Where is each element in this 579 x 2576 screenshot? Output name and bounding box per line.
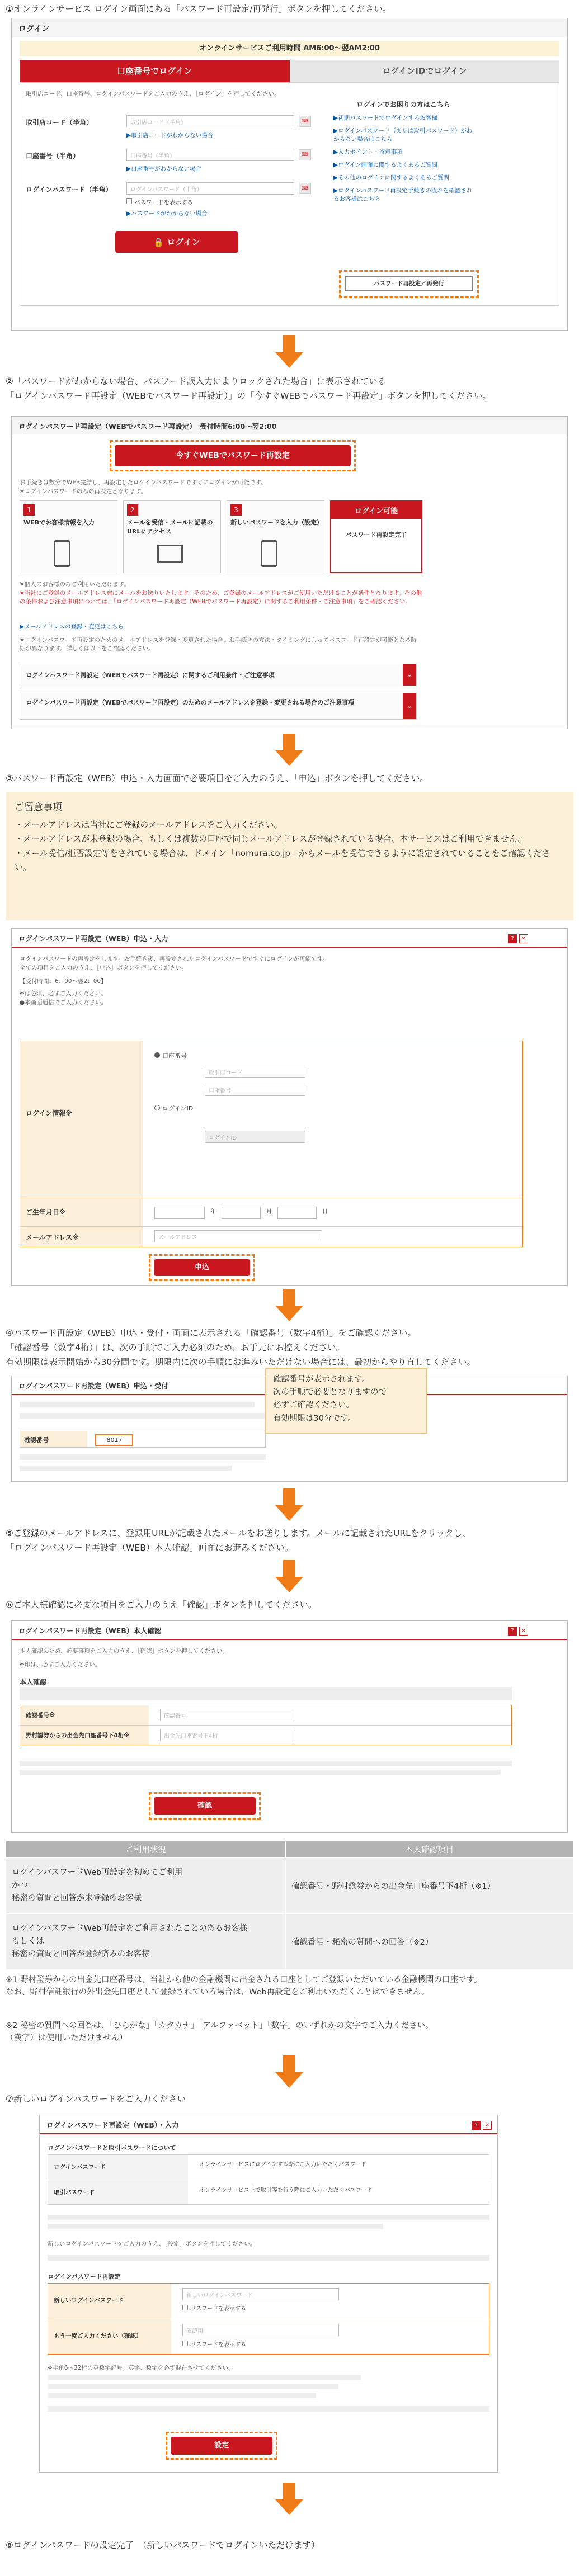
again-pw-label: もう一度ご入力ください（確認） <box>48 2319 171 2354</box>
close-icon[interactable]: × <box>483 2121 492 2130</box>
keyboard-icon[interactable]: ⌨ <box>299 116 311 127</box>
show-password-checkbox[interactable]: パスワードを表示する <box>182 2304 246 2312</box>
down-arrow-icon <box>275 1560 303 1594</box>
step2-line1: ②「パスワードがわからない場合、パスワード誤入力によりロックされた場合」に表示されている <box>6 376 387 386</box>
password-reset-button[interactable]: パスワード再設定／再発行 <box>345 276 473 291</box>
step6-title: ⑥ご本人様確認に必要な項目をご入力のうえ「確認」ボタンを押してください。 <box>6 1600 317 1610</box>
identity-code-input[interactable]: 確認番号 <box>160 1709 294 1721</box>
apply-header <box>12 929 567 948</box>
code-label: 確認番号 <box>20 1431 87 1447</box>
accept-window-title: ログインパスワード再設定（WEB）申込・受付 <box>12 1376 567 1395</box>
apply-branch-input[interactable]: 取引店コード <box>205 1066 305 1078</box>
login-button[interactable]: 🔒 ログイン <box>115 231 238 253</box>
step3-title: ③パスワード再設定（WEB）申込・入力画面で必要項目をご入力のうえ、「申込」ボタンを押してください。 <box>6 773 429 783</box>
lock-icon: 🔒 <box>153 237 167 247</box>
pw-about-key-2: 取引パスワード <box>48 2180 188 2204</box>
tab-account-login[interactable]: 口座番号でログイン <box>20 60 290 82</box>
reset-guide-title: ログインパスワード再設定（WEBでパスワード再設定） 受付時間6:00～翌2:00 <box>12 417 567 434</box>
branch-code-label: 取引店コード（半角） <box>26 119 93 126</box>
identity-table-header-items: 本人確認項目 <box>286 1841 573 1858</box>
password-label: ログインパスワード（半角） <box>26 186 112 193</box>
apply-req-1: ※は必須、必ずご入力ください。 <box>20 990 107 997</box>
service-hours-banner: オンラインサービスご利用時間 AM6:00～翌AM2:00 <box>20 41 559 56</box>
birth-month-input[interactable] <box>222 1207 261 1219</box>
apply-window <box>11 928 568 1286</box>
password-input[interactable]: ログインパスワード（半角） <box>126 182 294 195</box>
login-intro: 取引店コード、口座番号、ログインパスワードをご入力のうえ、［ログイン］を押してください。 <box>26 91 280 97</box>
pw-rule: ※半角6～32桁の英数字記号。英字、数字を必ず混在させてください。 <box>48 2365 234 2371</box>
now-button-highlight <box>110 440 356 471</box>
caution-box <box>6 792 573 920</box>
down-arrow-icon <box>275 335 303 369</box>
pw-about-table <box>48 2154 489 2205</box>
apply-form <box>20 1041 523 1247</box>
web-reset-now-button[interactable]: 今すぐWEBでパスワード再設定 <box>115 445 351 466</box>
down-arrow-icon <box>275 2483 303 2516</box>
pw-about-value-1: オンラインサービスにログインする際にご入力いただくパスワード <box>199 2162 367 2168</box>
login-help-link-4[interactable]: ▶その他のログインに関するよくあるご質問 <box>333 174 450 181</box>
step8-title: ⑧ログインパスワードの設定完了 （新しいパスワードでログインいただけます） <box>6 2540 320 2550</box>
step5-line2: 「ログインパスワード再設定（WEB）本人確認」画面にお進みください。 <box>6 1543 294 1553</box>
set-button[interactable]: 設定 <box>171 2437 272 2455</box>
set-button-highlight <box>166 2432 277 2460</box>
step2-line2: 「ログインパスワード再設定（WEBでパスワード再設定）」の「今すぐWEBでパスワード再設定」ボタンを押してください。 <box>6 391 491 401</box>
radio-login-id[interactable]: ログインID <box>154 1104 193 1113</box>
pw-about-value-2: オンラインサービス上で取引等を行う際にご入力いただくパスワード <box>199 2187 373 2194</box>
table-row: ログインパスワードWeb再設定をご利用されたことのあるお客様 もしくは 秘密の質問と回答が登録済みのお客様 確認番号・秘密の質問への回答（※2） <box>6 1914 573 1970</box>
step5-line1: ⑤ご登録のメールアドレスに、登録用URLが記載されたメールをお送りします。メールに記載されたURLをクリックし、 <box>6 1528 471 1538</box>
identity-field1-label: 確認番号※ <box>20 1705 149 1725</box>
new-pw-form <box>48 2283 489 2355</box>
reset-flow <box>20 500 422 573</box>
reset-note-1: ※個人のお客様のみご利用いただけます。 <box>20 581 130 588</box>
flow-step-done: ログイン可能 パスワード再設定完了 <box>330 500 422 573</box>
down-arrow-icon <box>275 734 303 767</box>
login-help-link-2[interactable]: ▶入力ポイント・留意事項 <box>333 149 403 155</box>
apply-intro-1: ログインパスワードの再設定をします。お手続き後、再設定されたログインパスワードですぐにログインが可能です。 <box>20 956 328 962</box>
login-header <box>12 18 567 37</box>
flow-step-1: 1 WEBでお客様情報を入力 <box>20 500 117 573</box>
identity-section-title: 本人確認 <box>20 1678 47 1686</box>
pw-about-section: ログインパスワードと取引パスワードについて <box>48 2144 176 2152</box>
mail-icon <box>157 545 183 563</box>
birthday-fields: 年 月 日 <box>154 1207 328 1219</box>
reset-note-3: ※ログインパスワード再設定のためのメールアドレスを登録・変更された場合、お手続きの方法・タイミングによってパスワード再設定が可能となる時期が異なります。詳しくは以下をご確認ください。 <box>20 637 417 652</box>
identity-field2-label: 野村證券からの出金先口座番号下4桁※ <box>20 1726 149 1745</box>
step4-line3: 有効期限は表示開始から30分間です。期限内に次の手順にお進みいただけない場合には、最初からやり直してください。 <box>6 1357 476 1367</box>
branch-code-help-link[interactable]: ▶取引店コードがわからない場合 <box>126 132 214 139</box>
smartphone-icon <box>261 540 277 567</box>
caution-note-2: ・メール受信/拒否設定等をされている場合は、ドメイン「nomura.co.jp」からメールを受信できるように設定されていることをご確認ください。 <box>15 848 550 873</box>
new-password-window-title: ログインパスワード再設定（WEB）・入力 <box>46 2121 179 2129</box>
down-arrow-icon <box>275 1488 303 1522</box>
identity-intro: 本人確認のため、必要事項をご入力のうえ、［確認］ボタンを押してください。 <box>20 1648 228 1655</box>
identity-window <box>11 1620 568 1833</box>
mail-change-accordion[interactable]: ログインパスワード再設定（WEBでパスワード再設定）のためのメールアドレスを登録・変更される場合のご注意事項 ⌄ <box>20 693 417 720</box>
help-icon[interactable]: ? <box>508 934 517 943</box>
down-arrow-icon <box>275 2055 303 2089</box>
close-icon[interactable]: × <box>519 1627 528 1636</box>
account-number-input[interactable]: 口座番号（半角） <box>126 149 294 161</box>
pw-reset-section: ログインパスワード再設定 <box>48 2273 121 2280</box>
radio-account[interactable]: 口座番号 <box>154 1051 187 1060</box>
keyboard-icon[interactable]: ⌨ <box>299 183 311 194</box>
footnote-2: ※2 秘密の質問への回答は、「ひらがな」「カタカナ」「アルファベット」「数字」のいずれかの文字でご入力ください。 （漢字）は使用いただけません） <box>6 2021 434 2043</box>
login-help-link-1[interactable]: ▶ログインパスワード（または取引パスワード）がわからない場合はこちら <box>333 127 473 143</box>
confirmation-code: 8017 <box>95 1434 133 1446</box>
flow-step-2: 2 メールを受信・メールに記載のURLにアクセス <box>123 500 221 573</box>
close-icon[interactable]: × <box>519 934 528 943</box>
login-help-link-5[interactable]: ▶ログインパスワード再設定手続きの流れを確認されるお客様はこちら <box>333 187 473 202</box>
identity-req: ※印は、必ずご入力ください。 <box>20 1661 101 1668</box>
confirm-button[interactable]: 確認 <box>154 1797 256 1815</box>
help-icon[interactable]: ? <box>472 2121 481 2130</box>
reset-guide-window <box>11 416 568 729</box>
keyboard-icon[interactable]: ⌨ <box>299 149 311 160</box>
step7-title: ⑦新しいログインパスワードをご入力ください <box>6 2094 186 2104</box>
apply-window-title: ログインパスワード再設定（WEB）申込・入力 <box>18 934 168 943</box>
chevron-down-icon: ⌄ <box>403 664 416 686</box>
password-help-link[interactable]: ▶パスワードがわからない場合 <box>126 210 208 217</box>
caution-note-0: ・メールアドレスは当社にご登録のメールアドレスをご入力ください。 <box>15 819 283 830</box>
birth-day-input[interactable] <box>277 1207 317 1219</box>
chevron-down-icon: ⌄ <box>403 693 416 719</box>
flow-step-3: 3 新しいパスワードを入力（設定） <box>227 500 324 573</box>
login-form-panel <box>20 82 559 306</box>
caution-heading: ご留意事項 <box>15 802 62 813</box>
show-password-checkbox[interactable]: パスワードを表示する <box>126 198 193 206</box>
reset-button-highlight <box>339 270 479 298</box>
account-number-help-link[interactable]: ▶口座番号がわからない場合 <box>126 166 202 172</box>
help-icon[interactable]: ? <box>508 1627 517 1636</box>
apply-button[interactable]: 申込 <box>154 1259 250 1276</box>
show-password-checkbox[interactable]: パスワードを表示する <box>182 2339 246 2348</box>
pw-about-key-1: ログインパスワード <box>48 2155 188 2180</box>
login-info-label: ログイン情報※ <box>20 1041 143 1198</box>
step4-line1: ④パスワード再設定（WEB）申込・受付・画面に表示される「確認番号（数字4桁）」をご確認ください。 <box>6 1328 416 1338</box>
new-pw-info: 新しいログインパスワードをご入力のうえ、［設定］ボタンを押してください。 <box>48 2241 256 2247</box>
login-help-title: ログインでお困りの方はこちら <box>356 101 450 108</box>
code-row <box>20 1431 266 1448</box>
new-password-window <box>39 2115 498 2473</box>
smartphone-icon <box>54 540 70 567</box>
birth-year-input[interactable] <box>154 1207 205 1219</box>
login-window <box>11 18 568 331</box>
new-pw-input[interactable]: 新しいログインパスワード <box>182 2288 339 2300</box>
identity-account-input[interactable]: 出金先口座番号下4桁 <box>160 1729 294 1741</box>
login-help-link-0[interactable]: ▶初期パスワードでログインするお客様 <box>333 115 438 121</box>
branch-code-input[interactable]: 取引店コード（半角） <box>126 115 294 127</box>
account-number-label: 口座番号（半角） <box>26 152 80 160</box>
new-pw-label: 新しいログインパスワード <box>48 2284 171 2319</box>
birthday-label: ご生年月日※ <box>20 1198 143 1226</box>
apply-loginid-input[interactable]: ログインID <box>205 1131 305 1143</box>
identity-table-header-status: ご利用状況 <box>6 1841 286 1858</box>
login-help-box <box>333 100 473 267</box>
login-window-title: ログイン <box>18 25 50 34</box>
footnote-1: ※1 野村證券からの出金先口座番号は、当社から他の金融機関に出金される口座としてご登録いただいている金融機関の口座です。 なお、野村信託銀行の外出金先口座として登録されている場合は、Web再設定をご利用いただくことはできません。 <box>6 1975 482 1997</box>
down-arrow-icon <box>275 1289 303 1322</box>
terms-accordion[interactable]: ログインパスワード再設定（WEBでパスワード再設定）に関するご利用条件・ご注意事項 ⌄ <box>20 664 417 686</box>
apply-account-input[interactable]: 口座番号 <box>205 1084 305 1096</box>
tab-id-login[interactable]: ログインIDでログイン <box>290 60 560 82</box>
identity-form <box>20 1705 512 1745</box>
again-pw-input[interactable]: 確認用 <box>182 2324 339 2336</box>
code-callout: 確認番号が表示されます。 次の手順で必要となりますので 必ずご確認ください。 有効期限は30分です。 <box>265 1368 427 1434</box>
apply-hours: 【受付時間：6：00～翌2：00】 <box>20 978 107 985</box>
table-row: ログインパスワードWeb再設定を初めてご利用 かつ 秘密の質問と回答が未登録のお客様 確認番号・野村證券からの出金先口座番号下4桁（※1） <box>6 1858 573 1914</box>
mail-register-link[interactable]: ▶メールアドレスの登録・変更はこちら <box>20 623 124 630</box>
identity-table <box>6 1841 573 1970</box>
apply-button-highlight <box>149 1254 255 1281</box>
mail-label: メールアドレス※ <box>20 1227 143 1247</box>
apply-intro-2: 全ての項目をご入力のうえ、［申込］ボタンを押してください。 <box>20 965 187 971</box>
login-help-link-3[interactable]: ▶ログイン画面に関するよくあるご質問 <box>333 162 438 168</box>
reset-desc-2: ※ログインパスワードのみの再設定となります。 <box>20 488 147 495</box>
identity-window-title: ログインパスワード再設定（WEB）本人確認 <box>18 1627 162 1635</box>
confirm-button-highlight <box>149 1792 261 1820</box>
caution-note-1: ・メールアドレスが未登録の場合、もしくは複数の口座で同じメールアドレスが登録されている場合、本サービスはご利用できません。 <box>15 834 526 844</box>
step1-title: ①オンラインサービス ログイン画面にある「パスワード再設定/再発行」ボタンを押してください。 <box>6 4 392 14</box>
step4-line2: 「確認番号（数字4桁）」は、次の手順でご入力必須のため、お手元にお控えください。 <box>6 1343 345 1353</box>
reset-desc-1: お手続きは数分でWEB完結し、再設定したログインパスワードですぐにログインが可能です。 <box>20 479 267 486</box>
login-tabs <box>20 60 559 82</box>
apply-req-2: ●本画面通信でご入力ください。 <box>20 999 107 1006</box>
reset-note-2: ※当社にご登録のメールアドレス宛にメールをお送りいたします。そのため、ご登録のメールアドレスがご使用いただけることが条件となります。その他の条件および注意事項については、「ログインパスワード再設定（WEBでパスワード再設定）に関するご利用条件・ご注意事項」をご確認ください。 <box>20 590 422 605</box>
apply-mail-input[interactable]: メールアドレス <box>154 1230 322 1242</box>
